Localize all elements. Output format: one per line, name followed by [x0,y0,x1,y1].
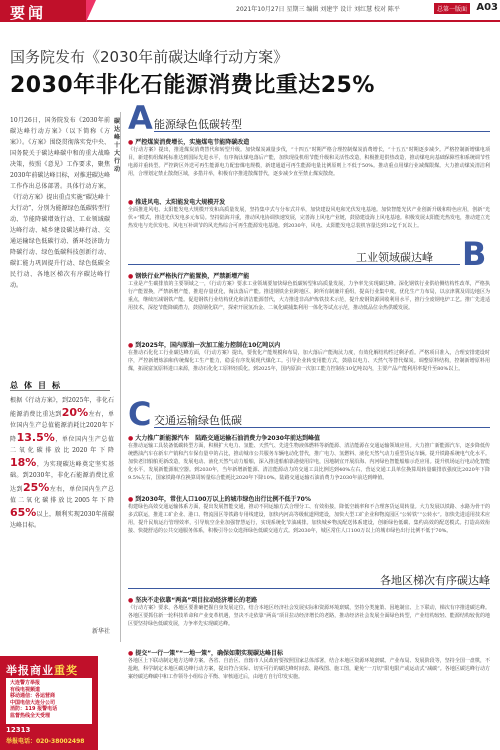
page-number: A03 [476,2,498,13]
masthead [0,0,500,22]
summary-value-energy-drop: 13.5% [16,431,55,444]
section-c-sub-2-body: 构建绿色高效交通运输体系方面，提出发展智能交通，推动不同运输方式合理分工、有效衔接，降低空载率和不合理客货运周转量。大力发展以铁路、水路为骨干的多式联运，推进工矿企业、港口、物流园区等铁路专用线建设，加快内河高等级航道网建设，加快大型工矿企业和物流园区“公转铁”“公转水”。加快先进适用技术应用，提升民航运行管理效率，引导航空企业加强智慧运行，实现系统化节油减排。加快城乡物流配送体系建设，创新绿色低碳、集约高效的配送模式。打造高效衔接、快捷舒适的公共交通服务体系，积极引导公众选择绿色低碳交通方式。到2030年，城区常住人口100万以上的城市绿色出行比例不低于70%。 [128,504,490,534]
section-c-title: 交通运输绿色低碳 [154,414,242,427]
section-c-sub-2-title: ● 到2030年，常住人口100万以上的城市绿色出行比例不低于70% [128,494,311,503]
section-b-title: 工业领域碳达峰 [356,251,433,264]
section-a-rule [154,131,490,132]
section-d-sub-1-body: 《行动方案》要求，各地区要准确把握自身发展定位，结合本地区经济社会发展实际和资源环境禀赋，坚持分类施策、因地制宜、上下联动，梯次有序推进碳达峰。各地区要抓住新一轮科技革命和产业变革机遇，坚决不走依靠“两高”项目拉动经济增长的老路，推动经济社会发展全面绿色转型，产业结构较轻、能源结构较优的地区要坚持绿色低碳发展，力争率先实现碳达峰。 [128,605,490,627]
ad-phone-2: 举报电话：020-38002498 [6,738,85,745]
section-b-sub-2-body: 在推动石化化工行业碳达峰方面，《行动方案》提出，要优化产能规模和布局，加大落后产能淘汰力度，有效化解结构性过剩矛盾。严格项目准入，合理安排建设时序，严控新增炼油和传统煤化工生产能力，稳妥有序发展现代煤化工。引导企业转变用能方式，鼓励以电力、天然气等替代煤炭。调整原料结构，控制新增原料用煤，拓展富氢原料进口来源，推动石化化工原料轻质化。到2025年，国内原油一次加工能力控制在10亿吨以内，主要产品产能利用率提升至80%以上。 [128,350,490,372]
section-a-title: 能源绿色低碳转型 [154,118,242,131]
ad-line: 大连警方举报 [10,680,41,686]
summary-rule [10,390,110,391]
date-line: 2021年10月27日 星期三 编辑 刘建宇 设计 刘红慧 校对 陈平 [236,6,400,13]
column-divider [120,112,121,642]
ad-line: 消防：119 报警电话 [10,706,58,712]
section-b-rule [128,264,460,265]
section-b-sub-1-body: 工业是产生碳排放的主要领域之一，《行动方案》要求工业领域要加快绿色低碳转型和高质量发展，力争率先实现碳达峰。深化钢铁行业供给侧结构性改革，严格执行产能置换，严禁新增产能，推进存量优化，淘汰落后产能。推进钢铁企业跨地区、跨所有制兼并重组，提高行业集中度。优化生产力布局，以京津冀及周边地区为重点，继续压减钢铁产能。促进钢铁行业结构优化和清洁能源替代，大力推进非高炉炼铁技术示范，提升废钢资源回收利用水平，推行全废钢电炉工艺。推广先进适用技术，深挖节能降碳潜力，鼓励钢化联产，探索开展氢冶金、二氧化碳捕集利用一体化等试点示范，推动低品位余热供暖发展。 [128,281,490,311]
ad-list [6,678,92,724]
section-a-sub-1-title: ● 严控煤炭消费增长，实施煤电节能降碳改造 [128,137,249,146]
section-a-sub-2-title: ● 推进风电、太阳能发电大规模开发 [128,197,225,206]
ad-line: 移动通信：各运营商 [10,693,56,699]
article-kicker: 国务院发布《2030年前碳达峰行动方案》 [10,48,289,66]
summary-value-co2-drop: 18% [10,456,37,469]
section-d-sub-2-title: ● 提交“一行一策”“一地一策”，确保如期实现碳达峰目标 [128,648,283,657]
summary-value-2005-drop: 65% [10,506,37,519]
ad-line: 中国电信大连分公司 [10,699,56,706]
article-lead: 10月26日，国务院发布《2030年前碳达峰行动方案》（以下简称《方案》）。《方案》围绕贯彻落实党中央、国务院关于碳达峰碳中和的重大战略决策，按照《意见》工作要求，聚焦2030年前碳达峰目标，对推进碳达峰工作作出总体部署。具体行动方案，《行动方案》提出重点实施“碳达峰十大行动”，分别为能源绿色低碳转型行动、节能降碳增效行动、工业领域碳达峰行动、城乡建设碳达峰行动、交通运输绿色低碳行动、循环经济助力降碳行动、绿色低碳科技创新行动、碳汇能力巩固提升行动、绿色低碳全民行动、各地区梯次有序碳达峰行动。 [10,117,110,289]
section-d-sub-2-body: 各地区上下联动制定地方达峰方案。各省、自治区、直辖市人民政府要按照国家总体部署，结合本地区资源环境禀赋、产业布局、发展阶段等，坚持全国一盘棋，不抢跑，科学制定本地区碳达峰行动方案，提出符合实际、切实可行的碳达峰时间表、路线图、施工图，避免“一刀切”限电限产或运动式“减碳”。各地区碳达峰行动方案经碳达峰碳中和工作领导小组综合平衡、审核通过后，由地方自行印发实施。 [128,658,490,680]
section-d-title: 各地区梯次有序碳达峰 [380,574,490,587]
byline: 新华社 [92,628,111,635]
ad-line: 有线电视频道 [10,686,41,693]
section-a-letter: A [128,99,153,137]
section-c-rule [154,427,490,428]
section-c-sub-1-title: ● 大力推广新能源汽车 陆路交通运输石油消费力争2030年前达到峰值 [128,433,320,442]
section-c-letter: C [128,395,152,433]
section-d-rule [128,588,490,589]
section-c-sub-1-body: 在推动运输工具装备低碳转型方面，积极扩大电力、氢能、天然气、先进生物液体燃料等新能源、清洁能源在交通运输领域应用。大力推广新能源汽车，逐步降低传统燃油汽车在新车产销和汽车保有量中的占比，推动城市公共服务车辆电动化替代，推广电力、氢燃料、液化天然气动力重型货运车辆。提升铁路系统电气化水平。加快老旧船舶更新改造，发展电动、液化天然气动力船舶，深入推进船舶靠港使用岸电，因地制宜开展沿海、内河绿色智能船舶示范应用。提升机场运行电动化智能化水平，发展新能源航空器。到2030年，当年新增新能源、清洁能源动力的交通工具比例达到40%左右，营运交通工具单位换算周转量碳排放强度比2020年下降9.5%左右，国家铁路单位换算周转量综合能耗比2020年下降10%。陆路交通运输石油消费力争2030年前达到峰值。 [128,443,490,481]
section-b-sub-1-title: ● 钢铁行业严格执行产能置换，严禁新增产能 [128,271,249,280]
edition-badge: 总第一版面 [434,3,470,14]
ad-phone: 12313 [6,726,31,734]
section-tag: 要闻 [0,0,86,22]
article-headline: 2030年非化石能源消费比重达25% [10,73,375,98]
ad-headline: 举报商业重奖 [6,664,78,677]
section-a-sub-1-body: 《行动方案》提出，推进煤炭消费替代和转型升级。加快煤炭减量步伐，“十四五”时期严格合理控制煤炭消费增长，“十五五”时期逐步减少。严格控制新增煤电项目，新建机组煤耗标准达到国际先进水平，有序淘汰煤电落后产能，加快现役机组节能升级和灵活性改造，积极推进供热改造，推动煤电向基础保障性和系统调节性电源并重转型。严控跨区外送可再生能源电力配套煤电规模，新建通道可再生能源电量比例原则上不低于50%。推动重点用煤行业减煤限煤。大力推动煤炭清洁利用，合理划定禁止散烧区域，多措并举，积极有序推进散煤替代，逐步减少直至禁止煤炭散烧。 [128,147,490,177]
summary-title: 总体目标 [10,381,66,390]
section-a-sub-2-body: 全面推进风电、太阳能发电大规模开发和高质量发展，坚持集中式与分布式并举，加快建设风电和光伏发电基地。加快智能光伏产业创新升级和特色应用，创新“光伏+”模式，推进光伏发电多元布局。坚持陆海并重，推动风电协调快速发展，完善海上风电产业链，鼓励建设海上风电基地。积极发展太阳能光热发电，推动建立光热发电与光伏发电、风电互补调节的风光热综合可再生能源发电基地。到2030年，风电、太阳能发电总装机容量达到12亿千瓦以上。 [128,207,490,229]
section-tag-decoration [86,0,96,22]
summary-value-2030-share: 25% [22,481,50,494]
section-b-letter: B [462,235,487,273]
advertisement [0,656,98,750]
summary-value-2025-share: 20% [61,406,89,419]
section-b-sub-2-title: ● 到2025年，国内原油一次加工能力控制在10亿吨以内 [128,340,280,349]
summary-text: 根据《行动方案》，到2025年，非化石能源消费比重达到20%左右，单位国内生产总值能源消耗比2020年下降13.5%，单位国内生产总值二氧化碳排放比2020年下降18%，为实现碳达峰奠定坚实基础。到2030年，非化石能源消费比重达到25%左右，单位国内生产总值二氧化碳排放比2005年下降65%以上，顺利实现2030年前碳达峰目标。 [10,397,114,529]
vertical-label: 碳达峰十大行动 [114,118,121,173]
ad-line: 监督热线全天受理 [10,712,51,719]
section-d-sub-1-title: ● 坚决不走依靠“两高”项目拉动经济增长的老路 [128,595,257,604]
